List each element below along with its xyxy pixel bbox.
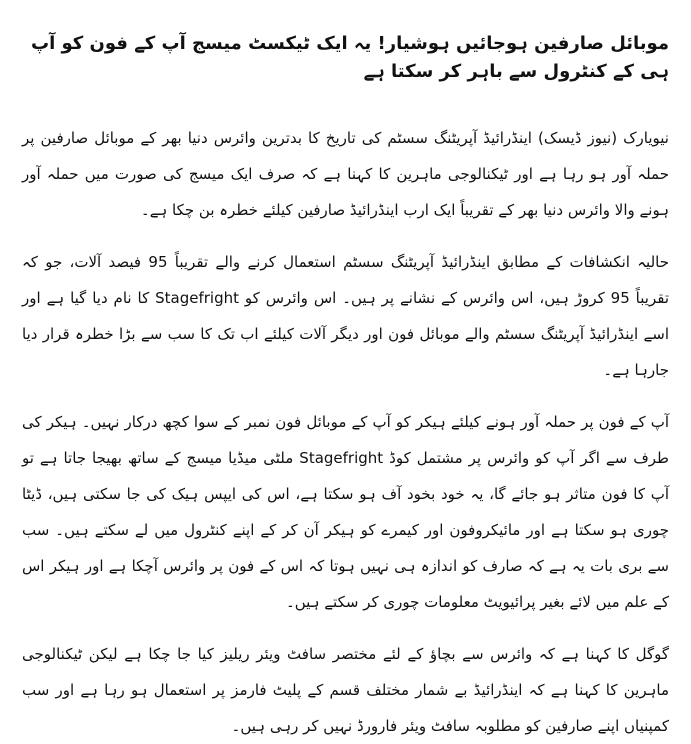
article-paragraph-4: گوگل کا کہنا ہے کہ وائرس سے بچاؤ کے لئے مختصر سافٹ ویئر ریلیز کیا جا چکا ہے لیکن ٹیکنالوجی ماہرین کا کہنا ہے کہ اینڈرائیڈ بے شمار مختلف قسم کے پلیٹ فارمز پر استعمال ہو رہا ہے اور سب کمپنیاں اپنے صارفین کو مطلوبہ سافٹ ویئر فارورڈ نہیں کر رہی ہیں۔ [22,645,669,735]
article-paragraph-2: حالیہ انکشافات کے مطابق اینڈرائیڈ آپریٹنگ سسٹم استعمال کرنے والے تقریباً 95 فیصد آلات، جو کہ تقریباً 95 کروڑ ہیں، اس وائرس کے نشانے پر ہیں۔ اس وائرس کو Stagefright کا نام دیا گیا ہے اور اسے اینڈرائیڈ آپریٹنگ سسٹم والے موبائل فون اور دیگر آلات کیلئے اب تک کا سب سے بڑا خطرہ قرار دیا جارہا ہے۔ [22,253,669,379]
article-paragraph-1: نیویارک (نیوز ڈیسک) اینڈرائیڈ آپریٹنگ سسٹم کی تاریخ کا بدترین وائرس دنیا بھر کے موبائل صارفین پر حملہ آور ہو رہا ہے اور ٹیکنالوجی ماہرین کا کہنا ہے کہ صرف ایک میسج کی صورت میں حملہ آور ہونے والا وائرس دنیا بھر کے تقریباً ایک ارب اینڈرائیڈ صارفین کیلئے خطرہ بن چکا ہے۔ [22,129,669,219]
article-headline: موبائل صارفین ہوجائیں ہوشیار! یہ ایک ٹیکسٹ میسج آپ کے فون کو آپ ہی کے کنٹرول سے باہر کر سکتا ہے [30,33,669,82]
article-paragraph-3: آپ کے فون پر حملہ آور ہونے کیلئے ہیکر کو آپ کے موبائل فون نمبر کے سوا کچھ درکار نہیں۔ ہیکر کی طرف سے اگر آپ کو وائرس پر مشتمل کوڈ Stagefright ملٹی میڈیا میسج کے ساتھ بھیجا جاتا ہے تو آپ کا فون متاثر ہو جائے گا، یہ خود بخود آف ہو سکتا ہے، اس کی ایپس ہیک کی جا سکتی ہیں، ڈیٹا چوری ہو سکتا ہے اور مائیکروفون اور کیمرے کو ہیکر آن کر کے اپنے کنٹرول میں لے سکتے ہیں۔ سب سے بری بات یہ ہے کہ صارف کو اندازہ ہی نہیں ہوتا کہ اس کے فون پر وائرس آچکا ہے اور ہیکر اس کے علم میں لائے بغیر پرائیویٹ معلومات چوری کر سکتے ہیں۔ [22,413,669,611]
